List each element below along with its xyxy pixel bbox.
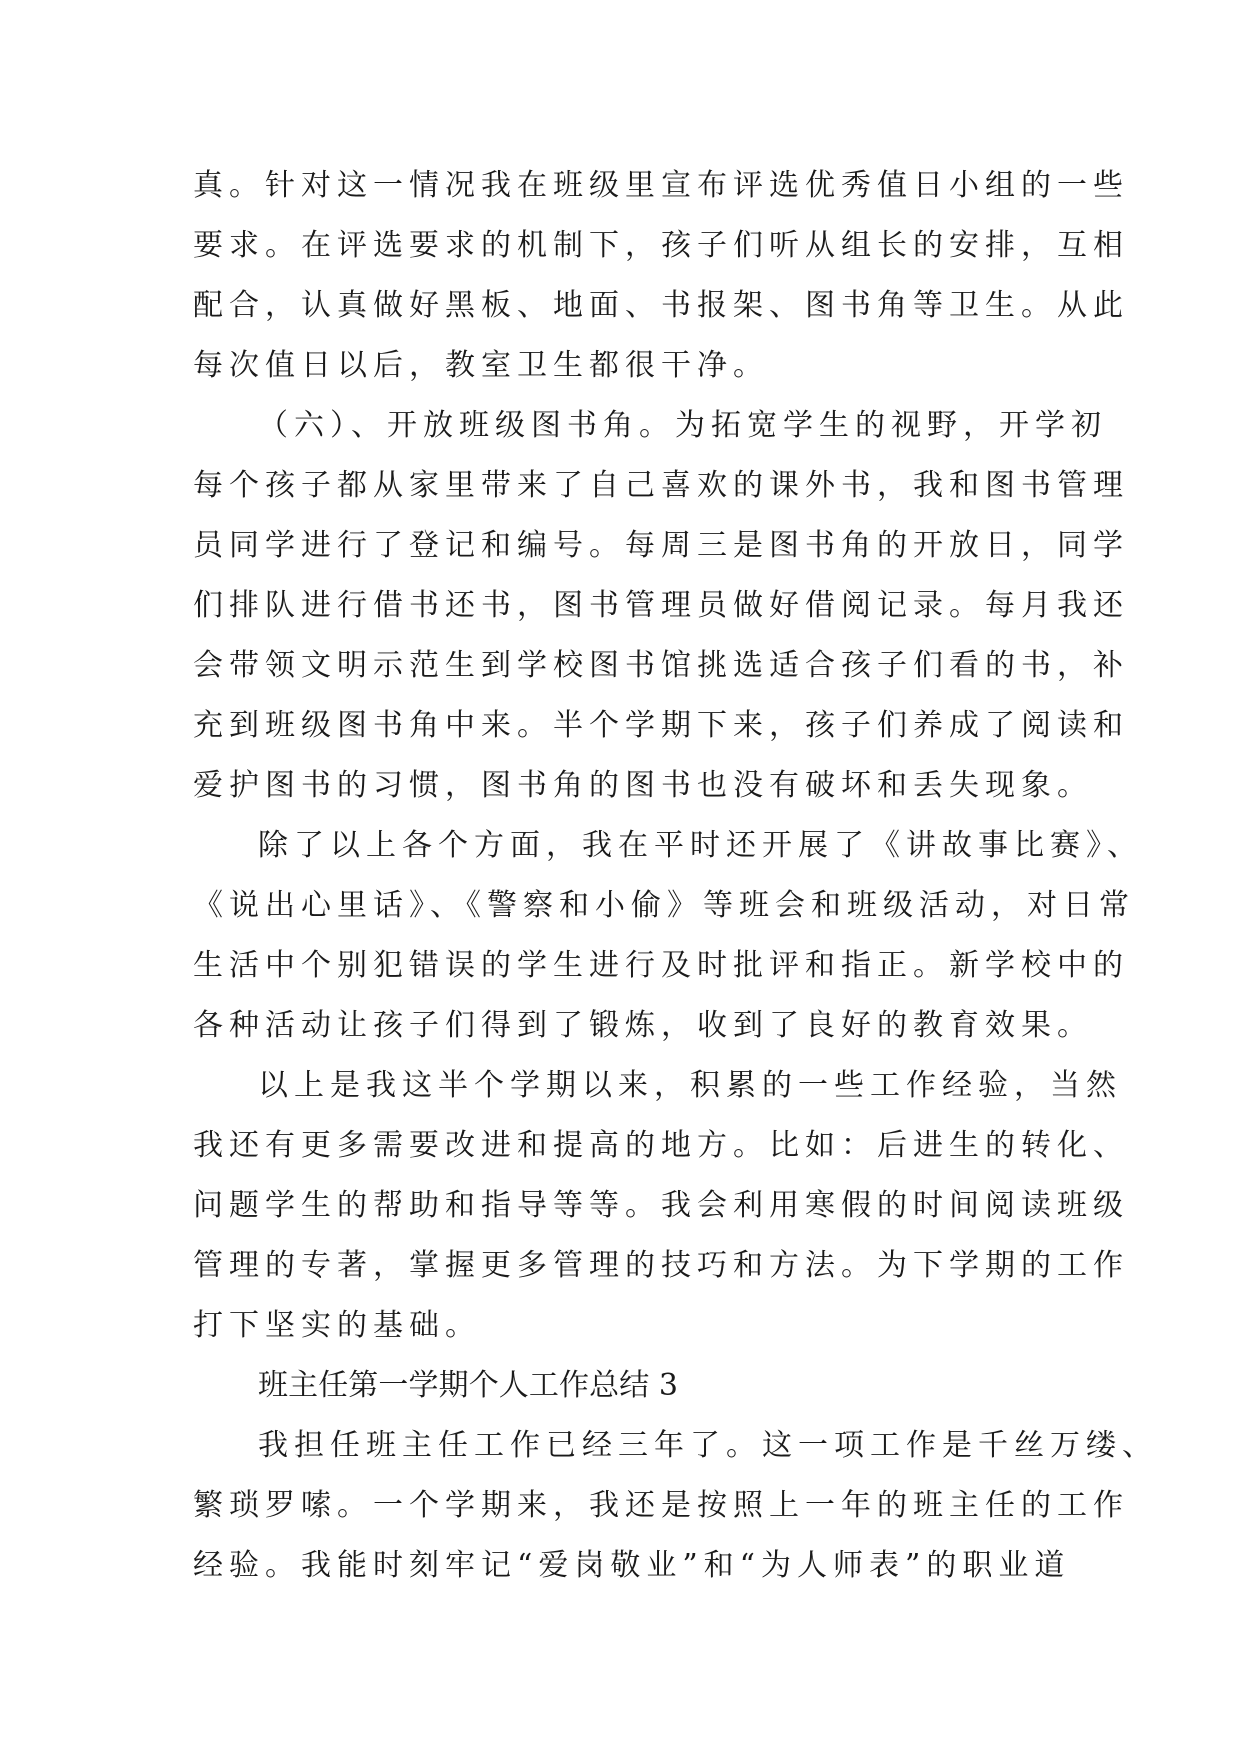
paragraph-line: 员同学进行了登记和编号。每周三是图书角的开放日，同学 (193, 528, 1129, 563)
paragraph-line: 《说出心里话》、《警察和小偷》等班会和班级活动，对日常 (193, 888, 1135, 923)
paragraph-line: 繁琐罗嗦。一个学期来，我还是按照上一年的班主任的工作 (193, 1488, 1129, 1523)
paragraph-line: 除了以上各个方面，我在平时还开展了《讲故事比赛》、 (258, 828, 1143, 863)
paragraph-line: 各种活动让孩子们得到了锻炼，收到了良好的教育效果。 (193, 1008, 1093, 1043)
paragraph-line: （六）、开放班级图书角。为拓宽学生的视野，开学初 (258, 408, 1107, 443)
paragraph-line: 经验。我能时刻牢记“爱岗敬业”和“为人师表”的职业道 (193, 1548, 1071, 1583)
section-heading: 班主任第一学期个人工作总结 3 (258, 1368, 679, 1403)
paragraph-line: 每次值日以后，教室卫生都很干净。 (193, 348, 769, 383)
paragraph-line: 配合，认真做好黑板、地面、书报架、图书角等卫生。从此 (193, 288, 1129, 323)
paragraph-line: 问题学生的帮助和指导等等。我会利用寒假的时间阅读班级 (193, 1188, 1129, 1223)
paragraph-line: 生活中个别犯错误的学生进行及时批评和指正。新学校中的 (193, 948, 1129, 983)
paragraph-line: 每个孩子都从家里带来了自己喜欢的课外书，我和图书管理 (193, 468, 1129, 503)
paragraph-line: 爱护图书的习惯，图书角的图书也没有破坏和丢失现象。 (193, 768, 1093, 803)
paragraph-line: 要求。在评选要求的机制下，孩子们听从组长的安排，互相 (193, 228, 1129, 263)
paragraph-line: 管理的专著，掌握更多管理的技巧和方法。为下学期的工作 (193, 1248, 1129, 1283)
paragraph-line: 真。针对这一情况我在班级里宣布评选优秀值日小组的一些 (193, 168, 1129, 203)
paragraph-line: 打下坚实的基础。 (193, 1308, 481, 1343)
paragraph-line: 我还有更多需要改进和提高的地方。比如：后进生的转化、 (193, 1128, 1129, 1163)
paragraph-line: 以上是我这半个学期以来，积累的一些工作经验，当然 (258, 1068, 1122, 1103)
paragraph-line: 会带领文明示范生到学校图书馆挑选适合孩子们看的书，补 (193, 648, 1129, 683)
paragraph-line: 们排队进行借书还书，图书管理员做好借阅记录。每月我还 (193, 588, 1129, 623)
paragraph-line: 我担任班主任工作已经三年了。这一项工作是千丝万缕、 (258, 1428, 1158, 1463)
paragraph-line: 充到班级图书角中来。半个学期下来，孩子们养成了阅读和 (193, 708, 1129, 743)
